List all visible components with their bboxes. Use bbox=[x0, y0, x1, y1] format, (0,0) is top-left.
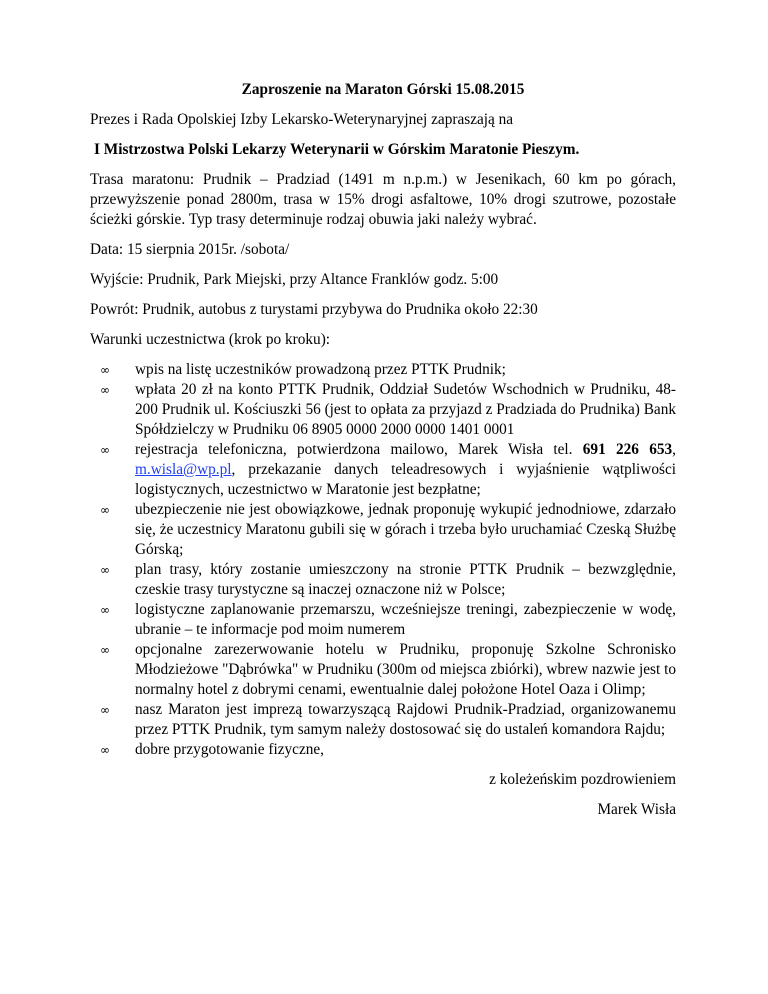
list-item bbox=[90, 500, 676, 560]
closing-line: z koleżeńskim pozdrowieniem bbox=[489, 771, 676, 788]
departure-line: Wyjście: Prudnik, Park Miejski, przy Altance Franklów godz. 5:00 bbox=[90, 271, 499, 288]
email-link[interactable]: m.wisla@wp.pl bbox=[135, 461, 232, 478]
list-item bbox=[90, 740, 676, 760]
route-description: Trasa maratonu: Prudnik – Pradziad (1491 m n.p.m.) w Jesenikach, 60 km po górach, przewyższenie ponad 2800m, trasa w 15% drogi asfaltowe, 10% drogi szutrowe, pozostałe ścieżki górskie. Typ trasy determinuje rodzaj obuwia jaki należy wybrać. bbox=[90, 171, 676, 228]
list-item bbox=[90, 640, 676, 700]
step-text: logistyczne zaplanowanie przemarszu, wcześniejsze treningi, zabezpieczenie w wodę, ubranie – te informacje pod moim numerem bbox=[135, 601, 676, 638]
infinity-bullet-icon: ∞ bbox=[100, 703, 110, 717]
conditions-heading: Warunki uczestnictwa (krok po kroku): bbox=[90, 331, 331, 348]
infinity-bullet-icon: ∞ bbox=[100, 643, 110, 657]
step-text: dobre przygotowanie fizyczne, bbox=[135, 741, 325, 758]
infinity-bullet-icon: ∞ bbox=[100, 383, 110, 397]
signature: Marek Wisła bbox=[597, 801, 676, 818]
list-item bbox=[90, 700, 676, 740]
step-text: rejestracja telefoniczna, potwierdzona mailowo, Marek Wisła tel. bbox=[135, 441, 583, 458]
infinity-bullet-icon: ∞ bbox=[100, 743, 110, 757]
step-text: opcjonalne zarezerwowanie hotelu w Prudniku, proponuję Szkolne Schronisko Młodzieżowe "Dąbrówka" w Prudniku (300m od miejsca zbiórki), wbrew nazwie jest to normalny hotel z dobrymi cenami, ewentualnie dalej położone Hotel Oaza i Olimp; bbox=[135, 641, 676, 698]
list-item bbox=[90, 360, 676, 380]
date-line: Data: 15 sierpnia 2015r. /sobota/ bbox=[90, 241, 290, 258]
list-item bbox=[90, 560, 676, 600]
event-name: I Mistrzostwa Polski Lekarzy Weterynarii w Górskim Maratonie Pieszym. bbox=[94, 141, 580, 158]
list-item bbox=[90, 600, 676, 640]
infinity-bullet-icon: ∞ bbox=[100, 563, 110, 577]
step-text: nasz Maraton jest imprezą towarzyszącą Rajdowi Prudnik-Pradziad, organizowanemu przez PTTK Prudnik, tym samym należy dostosować się do ustaleń komandora Rajdu; bbox=[135, 701, 676, 738]
intro-text: Prezes i Rada Opolskiej Izby Lekarsko-Weterynaryjnej zapraszają na bbox=[90, 111, 514, 128]
step-text: wpłata 20 zł na konto PTTK Prudnik, Oddział Sudetów Wschodnich w Prudniku, 48-200 Prudnik ul. Kościuszki 56 (jest to opłata za przyjazd z Pradziada do Prudnika) Bank Spółdzielczy w Prudniku 06 8905 0000 2000 0000 1401 0001 bbox=[135, 381, 676, 438]
infinity-bullet-icon: ∞ bbox=[100, 443, 110, 457]
step-text: wpis na listę uczestników prowadzoną przez PTTK Prudnik; bbox=[135, 361, 506, 378]
list-item bbox=[90, 380, 676, 440]
document-title: Zaproszenie na Maraton Górski 15.08.2015 bbox=[241, 81, 525, 98]
return-line: Powrót: Prudnik, autobus z turystami przybywa do Prudnika około 22:30 bbox=[90, 301, 538, 318]
infinity-bullet-icon: ∞ bbox=[100, 603, 110, 617]
list-item bbox=[90, 440, 676, 500]
step-text: , bbox=[672, 441, 676, 458]
infinity-bullet-icon: ∞ bbox=[100, 363, 110, 377]
conditions-list bbox=[90, 360, 676, 760]
step-text: , przekazanie danych teleadresowych i wyjaśnienie wątpliwości logistycznych, uczestnictwo w Maratonie jest bezpłatne; bbox=[135, 461, 676, 498]
phone-number: 691 226 653 bbox=[582, 441, 673, 458]
infinity-bullet-icon: ∞ bbox=[100, 503, 110, 517]
document-page bbox=[90, 80, 676, 830]
step-text: plan trasy, który zostanie umieszczony na stronie PTTK Prudnik – bezwzględnie, czeskie trasy turystyczne są inaczej oznaczone niż w Polsce; bbox=[135, 561, 676, 598]
step-text: ubezpieczenie nie jest obowiązkowe, jednak proponuję wykupić jednodniowe, zdarzało się, że uczestnicy Maratonu gubili się w górach i trzeba było uruchamiać Czeską Służbę Górską; bbox=[135, 501, 676, 558]
